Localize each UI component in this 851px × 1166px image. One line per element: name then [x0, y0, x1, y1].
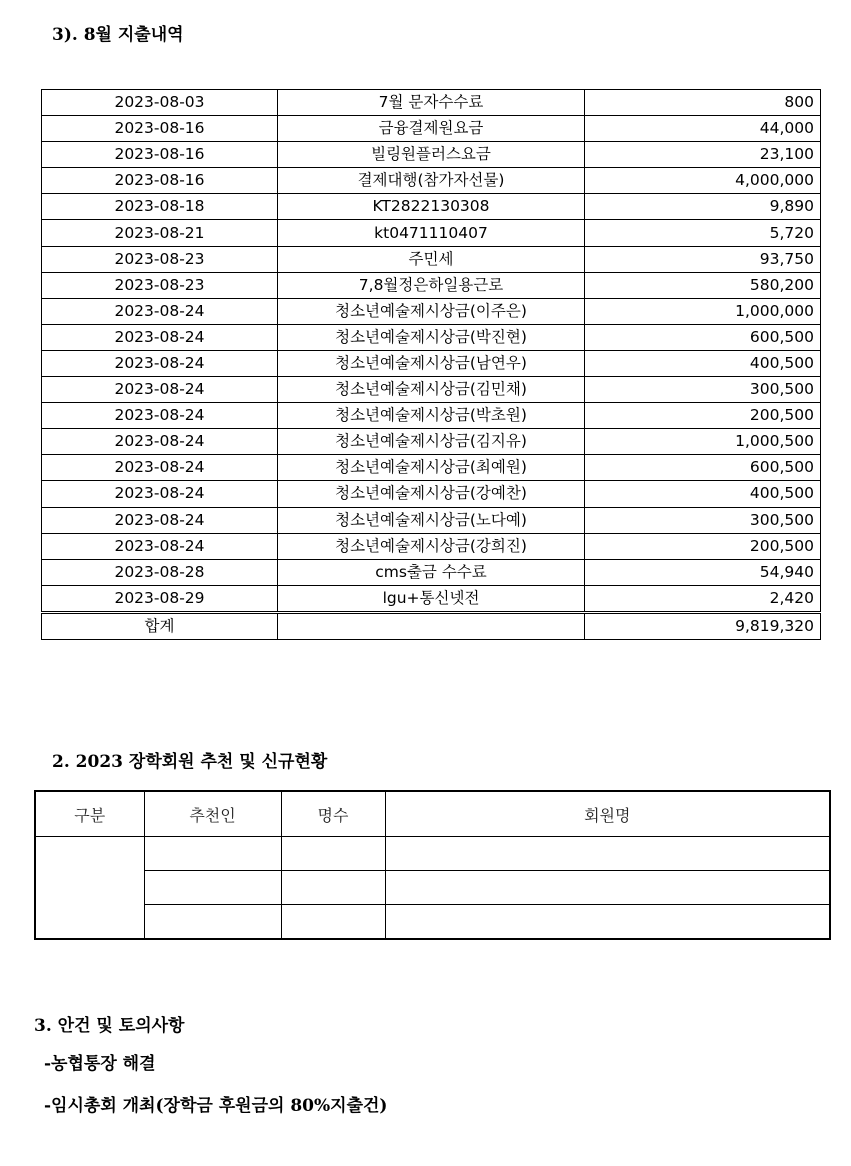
expense-amount-cell: 600,500	[585, 455, 821, 481]
expense-amount-cell: 200,500	[585, 403, 821, 429]
expense-description-cell: lgu+통신넷전	[278, 585, 585, 612]
expense-date-cell: 2023-08-24	[42, 481, 278, 507]
expense-row	[42, 168, 821, 194]
agenda-item: -농협통장 해결	[44, 1054, 156, 1074]
total-amount: 9,819,320	[585, 612, 821, 639]
expense-date-cell: 2023-08-24	[42, 507, 278, 533]
expense-amount-cell: 300,500	[585, 377, 821, 403]
expense-amount-cell: 23,100	[585, 142, 821, 168]
expense-table	[41, 89, 821, 640]
member-table-row	[35, 837, 830, 871]
expense-description-cell: 청소년예술제시상금(이주은)	[278, 298, 585, 324]
member-table-row	[35, 905, 830, 940]
header-category: 구분	[35, 791, 144, 837]
expense-description-cell: 청소년예술제시상금(남연우)	[278, 350, 585, 376]
member-names-cell	[385, 871, 830, 905]
expense-date-cell: 2023-08-23	[42, 246, 278, 272]
expense-description-cell: 청소년예술제시상금(강희진)	[278, 533, 585, 559]
expense-date-cell: 2023-08-24	[42, 429, 278, 455]
expense-amount-cell: 300,500	[585, 507, 821, 533]
expense-description-cell: KT2822130308	[278, 194, 585, 220]
expense-date-cell: 2023-08-21	[42, 220, 278, 246]
expense-description-cell: 청소년예술제시상금(김민채)	[278, 377, 585, 403]
expense-row	[42, 324, 821, 350]
count-cell	[281, 905, 385, 940]
expense-description-cell: 청소년예술제시상금(강예찬)	[278, 481, 585, 507]
expense-description-cell: 빌링원플러스요금	[278, 142, 585, 168]
member-section-title: 2. 2023 장학회원 추천 및 신규현황	[52, 752, 328, 772]
expense-amount-cell: 1,000,500	[585, 429, 821, 455]
expense-row	[42, 377, 821, 403]
expense-row	[42, 116, 821, 142]
expense-total-row	[42, 612, 821, 639]
member-table-row	[35, 871, 830, 905]
expense-amount-cell: 5,720	[585, 220, 821, 246]
expense-amount-cell: 93,750	[585, 246, 821, 272]
expense-date-cell: 2023-08-24	[42, 298, 278, 324]
expense-row	[42, 298, 821, 324]
expense-amount-cell: 800	[585, 90, 821, 116]
expense-row	[42, 90, 821, 116]
expense-date-cell: 2023-08-24	[42, 350, 278, 376]
header-count: 명수	[281, 791, 385, 837]
expense-description-cell: 청소년예술제시상금(박진현)	[278, 324, 585, 350]
expense-amount-cell: 580,200	[585, 272, 821, 298]
expense-row	[42, 455, 821, 481]
expense-date-cell: 2023-08-16	[42, 168, 278, 194]
expense-description-cell: 결제대행(참가자선물)	[278, 168, 585, 194]
member-table-header-row	[35, 791, 830, 837]
expense-date-cell: 2023-08-18	[42, 194, 278, 220]
expense-section-title: 3). 8월 지출내역	[52, 25, 184, 45]
expense-row	[42, 142, 821, 168]
expense-amount-cell: 400,500	[585, 350, 821, 376]
agenda-item: -임시총회 개최(장학금 후원금의 80%지출건)	[44, 1096, 388, 1116]
expense-row	[42, 559, 821, 585]
expense-row	[42, 350, 821, 376]
expense-amount-cell: 54,940	[585, 559, 821, 585]
agenda-title: 3. 안건 및 토의사항	[34, 1016, 185, 1036]
expense-row	[42, 481, 821, 507]
expense-row	[42, 533, 821, 559]
expense-description-cell: 7,8월정은하일용근로	[278, 272, 585, 298]
expense-row	[42, 585, 821, 612]
expense-row	[42, 220, 821, 246]
expense-date-cell: 2023-08-24	[42, 533, 278, 559]
expense-date-cell: 2023-08-24	[42, 324, 278, 350]
expense-amount-cell: 44,000	[585, 116, 821, 142]
expense-description-cell: 청소년예술제시상금(최예원)	[278, 455, 585, 481]
recommender-cell	[144, 871, 281, 905]
expense-date-cell: 2023-08-16	[42, 142, 278, 168]
expense-description-cell: 금융결제원요금	[278, 116, 585, 142]
expense-date-cell: 2023-08-24	[42, 403, 278, 429]
member-table	[34, 790, 831, 940]
header-recommender: 추천인	[144, 791, 281, 837]
expense-date-cell: 2023-08-16	[42, 116, 278, 142]
recommender-cell	[144, 837, 281, 871]
expense-row	[42, 507, 821, 533]
expense-description-cell: 청소년예술제시상금(김지유)	[278, 429, 585, 455]
expense-date-cell: 2023-08-24	[42, 377, 278, 403]
count-cell	[281, 837, 385, 871]
expense-description-cell: cms출금 수수료	[278, 559, 585, 585]
expense-description-cell: kt0471110407	[278, 220, 585, 246]
total-empty-cell	[278, 612, 585, 639]
expense-row	[42, 403, 821, 429]
recommender-cell	[144, 905, 281, 940]
expense-description-cell: 7월 문자수수료	[278, 90, 585, 116]
expense-row	[42, 246, 821, 272]
header-member-names: 회원명	[385, 791, 830, 837]
expense-amount-cell: 2,420	[585, 585, 821, 612]
expense-date-cell: 2023-08-29	[42, 585, 278, 612]
expense-description-cell: 주민세	[278, 246, 585, 272]
expense-date-cell: 2023-08-24	[42, 455, 278, 481]
expense-amount-cell: 9,890	[585, 194, 821, 220]
member-names-cell	[385, 905, 830, 940]
expense-amount-cell: 1,000,000	[585, 298, 821, 324]
category-cell	[35, 837, 144, 940]
expense-description-cell: 청소년예술제시상금(박초원)	[278, 403, 585, 429]
total-label: 합계	[42, 612, 278, 639]
member-names-cell	[385, 837, 830, 871]
expense-row	[42, 272, 821, 298]
expense-amount-cell: 400,500	[585, 481, 821, 507]
expense-row	[42, 429, 821, 455]
expense-amount-cell: 200,500	[585, 533, 821, 559]
expense-amount-cell: 600,500	[585, 324, 821, 350]
expense-description-cell: 청소년예술제시상금(노다예)	[278, 507, 585, 533]
expense-date-cell: 2023-08-23	[42, 272, 278, 298]
expense-amount-cell: 4,000,000	[585, 168, 821, 194]
expense-date-cell: 2023-08-03	[42, 90, 278, 116]
expense-row	[42, 194, 821, 220]
expense-table-body	[42, 90, 821, 640]
count-cell	[281, 871, 385, 905]
expense-date-cell: 2023-08-28	[42, 559, 278, 585]
